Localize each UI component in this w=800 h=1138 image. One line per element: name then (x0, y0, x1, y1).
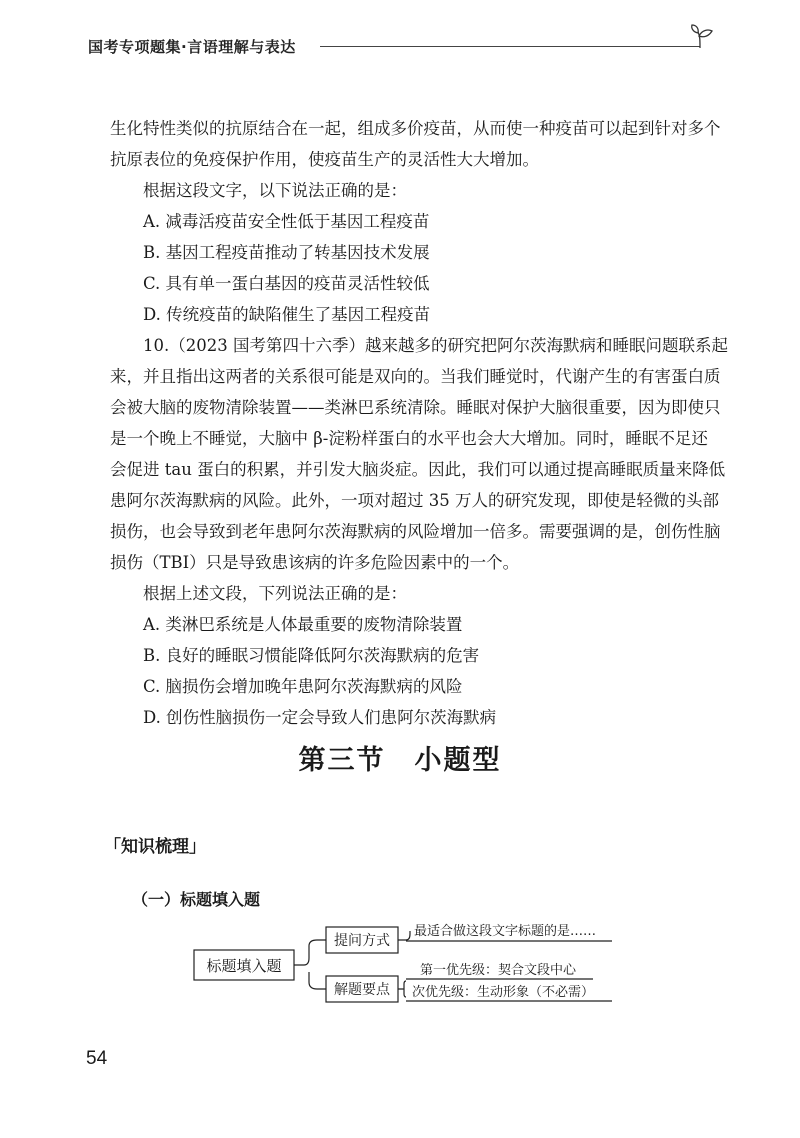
knowledge-heading: 「知识梳理」 (104, 837, 206, 857)
branch-1-connector (398, 931, 410, 940)
question-9 (110, 175, 700, 330)
question-10 (110, 330, 728, 733)
passage-line: 来，并且指出这两者的关系很可能是双向的。当我们睡觉时，代谢产生的有害蛋白质 (110, 367, 721, 386)
text-line: 生化特性类似的抗原结合在一起，组成多价疫苗，从而使一种疫苗可以起到针对多个 (110, 119, 721, 138)
option-b: B. 基因工程疫苗推动了转基因技术发展 (143, 243, 430, 262)
root-node-label: 标题填入题 (206, 957, 282, 975)
subsection-title: （一）标题填入题 (132, 890, 261, 909)
passage-line: 会促进 tau 蛋白的积累，并引发大脑炎症。因此，我们可以通过提高睡眠质量来降低 (110, 460, 726, 479)
option-d: D. 创伤性脑损伤一定会导致人们患阿尔茨海默病 (143, 708, 497, 727)
option-c: C. 脑损伤会增加晚年患阿尔茨海默病的风险 (143, 677, 463, 696)
passage-line: 10.（2023 国考第四十六季）越来越多的研究把阿尔茨海默病和睡眠问题联系起 (143, 336, 728, 355)
branch-2-item-2: 次优先级：生动形象（不必需） (412, 985, 595, 1000)
page-header (88, 30, 728, 70)
passage-line: 是一个晚上不睡觉，大脑中 β-淀粉样蛋白的水平也会大大增加。同时，睡眠不足还 (110, 429, 708, 448)
text-line: 抗原表位的免疫保护作用，使疫苗生产的灵活性大大增加。 (110, 150, 539, 169)
question-prompt: 根据上述文段，下列说法正确的是： (143, 584, 407, 603)
branch-2-item-1: 第一优先级：契合文段中心 (420, 963, 577, 978)
sprout-icon (688, 20, 722, 54)
page-number: 54 (86, 1048, 108, 1069)
root-connector (294, 940, 326, 989)
branch-2-connector (398, 981, 406, 997)
branch-2-label: 解题要点 (334, 982, 390, 998)
option-a: A. 减毒活疫苗安全性低于基因工程疫苗 (143, 212, 430, 231)
question-prompt: 根据这段文字，以下说法正确的是： (143, 181, 407, 200)
option-c: C. 具有单一蛋白基因的疫苗灵活性较低 (143, 274, 430, 293)
continuation-paragraph (110, 113, 721, 175)
option-b: B. 良好的睡眠习惯能降低阿尔茨海默病的危害 (143, 646, 480, 665)
passage-line: 损伤（TBI）只是导致患该病的许多危险因素中的一个。 (110, 553, 520, 572)
mind-map-diagram (188, 918, 628, 1018)
branch-1-label: 提问方式 (334, 933, 390, 949)
header-rule (320, 46, 700, 47)
header-title: 国考专项题集·言语理解与表达 (88, 38, 296, 56)
branch-1-text: 最适合做这段文字标题的是…… (414, 924, 597, 939)
passage-line: 患阿尔茨海默病的风险。此外，一项对超过 35 万人的研究发现，即使是轻微的头部 (110, 491, 719, 510)
passage-line: 会被大脑的废物清除装置——类淋巴系统清除。睡眠对保护大脑很重要，因为即使只 (110, 398, 721, 417)
option-d: D. 传统疫苗的缺陷催生了基因工程疫苗 (143, 305, 431, 324)
option-a: A. 类淋巴系统是人体最重要的废物清除装置 (143, 615, 463, 634)
passage-line: 损伤，也会导致到老年患阿尔茨海默病的风险增加一倍多。需要强调的是，创伤性脑 (110, 522, 721, 541)
section-title: 第三节 小题型 (298, 745, 502, 776)
